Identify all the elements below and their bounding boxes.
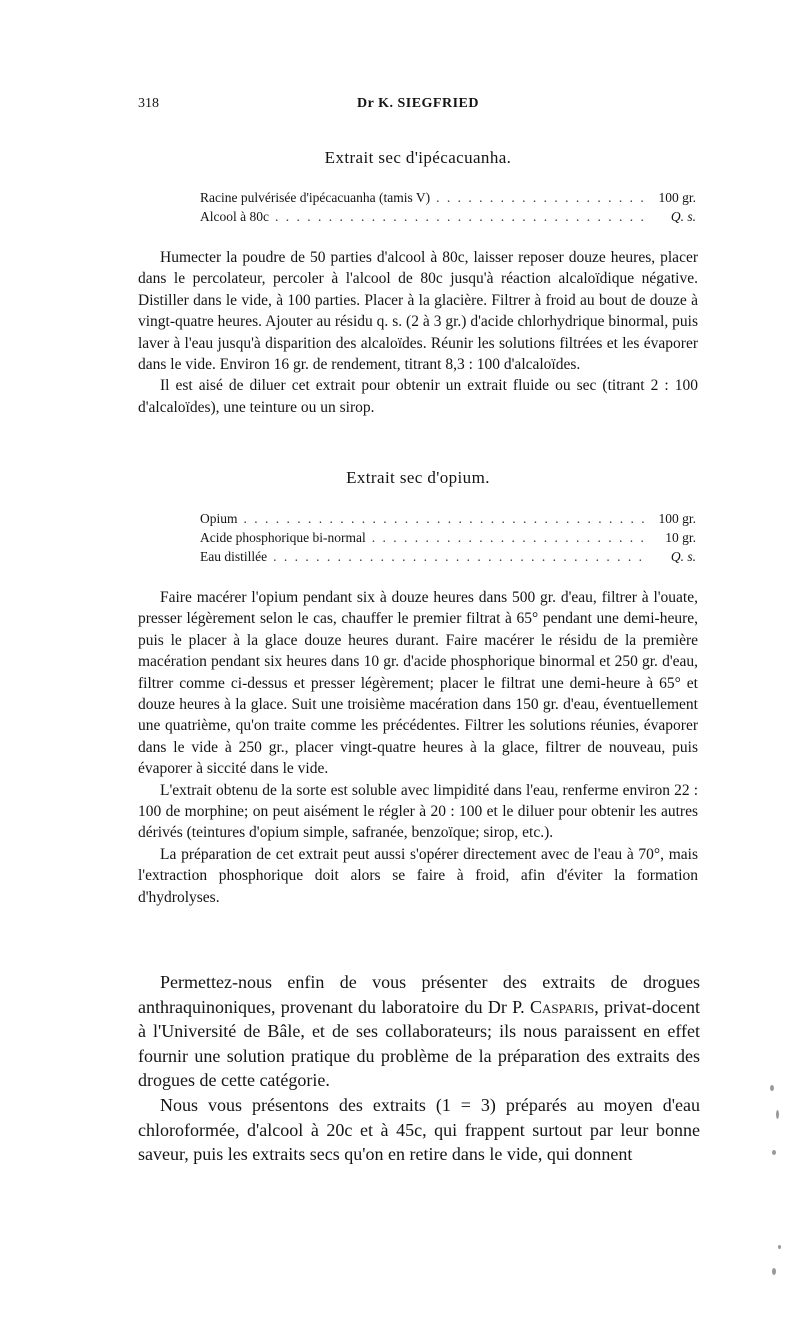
ingredient-quantity: 100 gr. (658, 511, 696, 526)
scan-speck (778, 1245, 781, 1249)
paragraph: La préparation de cet extrait peut aussi s'opérer directement avec de l'eau à 70°, mais l'extraction phosphorique doit alors se faire à froid, afin d'éviter la formation d'hydrolyses. (138, 845, 698, 906)
page-header (138, 96, 698, 118)
ingredient-quantity: 100 gr. (658, 190, 696, 205)
ingredient-name: Racine pulvérisée d'ipécacuanha (tamis V) (200, 190, 431, 205)
paragraph: L'extrait obtenu de la sorte est soluble avec limpidité dans l'eau, renferme environ 22 : 100 de morphine; on peut aisément le régler à 20 : 100 et le diluer pour obtenir les autres dérivés (teintures d'opium simple, safranée, benzoïque; sirop, etc.). (138, 781, 698, 842)
recipe-row (200, 528, 696, 547)
paragraph: Il est aisé de diluer cet extrait pour obtenir un extrait fluide ou sec (titrant 2 : 100 d'alcaloïdes), une teinture ou un sirop. (138, 377, 698, 416)
recipe-row (200, 547, 696, 566)
ingredient-name: Alcool à 80c (200, 209, 269, 224)
scan-speck (772, 1268, 776, 1275)
leader-dots (372, 528, 646, 547)
text-run: , privat-docent à l'Université de Bâle, et de ses collaborateurs; ils nous paraissent en effet fournir une solution pratique du problème de la préparation des extraits des drogues de cette catégorie. (138, 996, 700, 1091)
ipecacuanha-instructions (138, 247, 698, 418)
author-name: Casparis (529, 996, 595, 1017)
page-number: 318 (138, 96, 159, 111)
paragraph: Humecter la poudre de 50 parties d'alcool à 80c, laisser reposer douze heures, placer dans le percolateur, percoler à l'alcool de 80c jusqu'à réaction alcaloïdique négative. Distiller dans le vide, à 100 parties. Placer à la glacière. Filtrer à froid au bout de douze à vingt-quatre heures. Ajouter au résidu q. s. (2 à 3 gr.) d'acide chlorhydrique binormal, puis laver à l'eau jusqu'à disparition des alcaloïdes. Réunir les solutions filtrées et les évaporer dans le vide. Environ 16 gr. de rendement, titrant 8,3 : 100 d'alcaloïdes. (138, 249, 698, 374)
leader-dots (273, 547, 646, 566)
paragraph: Faire macérer l'opium pendant six à douze heures dans 500 gr. d'eau, filtrer à l'ouate, presser légèrement selon le cas, chauffer le premier filtrat à 65° pendant une demi-heure, puis le placer à la glace douze heures durant. Faire macérer le résidu de la première macération pendant six heures dans 10 gr. d'acide phosphorique binormal et 250 gr. d'eau, filtrer comme ci-dessus et presser légèrement; placer le filtrat une demi-heure à 65° et douze heures à la glace. Suit une troisième macération dans 150 gr. d'eau, éventuellement une quatrième, qu'on traite comme les précédentes. Filtrer les solutions réunies, évaporer dans le vide à 250 gr., placer vingt-quatre heures à la glace, filtrer de nouveau, puis évaporer à siccité dans le vide. (138, 589, 698, 778)
ingredient-name: Opium (200, 511, 238, 526)
scan-speck (776, 1110, 779, 1119)
recipe-row (200, 188, 696, 207)
recipe-row (200, 509, 696, 528)
paragraph: Nous vous présentons des extraits (1 = 3) préparés au moyen d'eau chloroformée, d'alcool à 20c et à 45c, qui frappent surtout par leur bonne saveur, puis les extraits secs qu'on en retire dans le vide, qui donnent (138, 1094, 700, 1165)
leader-dots (244, 509, 646, 528)
opium-instructions (138, 587, 698, 908)
ingredient-quantity: Q. s. (670, 209, 696, 224)
running-head: Dr K. SIEGFRIED (357, 96, 479, 111)
scan-speck (772, 1150, 776, 1155)
ingredient-name: Eau distillée (200, 549, 268, 564)
section-title-ipecacuanha: Extrait sec d'ipécacuanha. (324, 148, 512, 167)
closing-text (138, 970, 700, 1167)
paragraph (138, 970, 700, 1093)
recipe-opium (200, 509, 696, 566)
ingredient-quantity: Q. s. (670, 549, 696, 564)
text-run: Permettez-nous enfin de vous présenter des extraits de drogues anthraquinoniques, provenant du laboratoire du Dr P. (138, 972, 700, 1017)
recipe-row (200, 207, 696, 226)
recipe-ipecacuanha (200, 188, 696, 226)
scan-speck (770, 1085, 774, 1091)
ingredient-name: Acide phosphorique bi-normal (200, 530, 366, 545)
ingredient-quantity: 10 gr. (665, 530, 696, 545)
leader-dots (275, 207, 646, 226)
section-title-opium: Extrait sec d'opium. (346, 468, 490, 487)
leader-dots (436, 188, 646, 207)
